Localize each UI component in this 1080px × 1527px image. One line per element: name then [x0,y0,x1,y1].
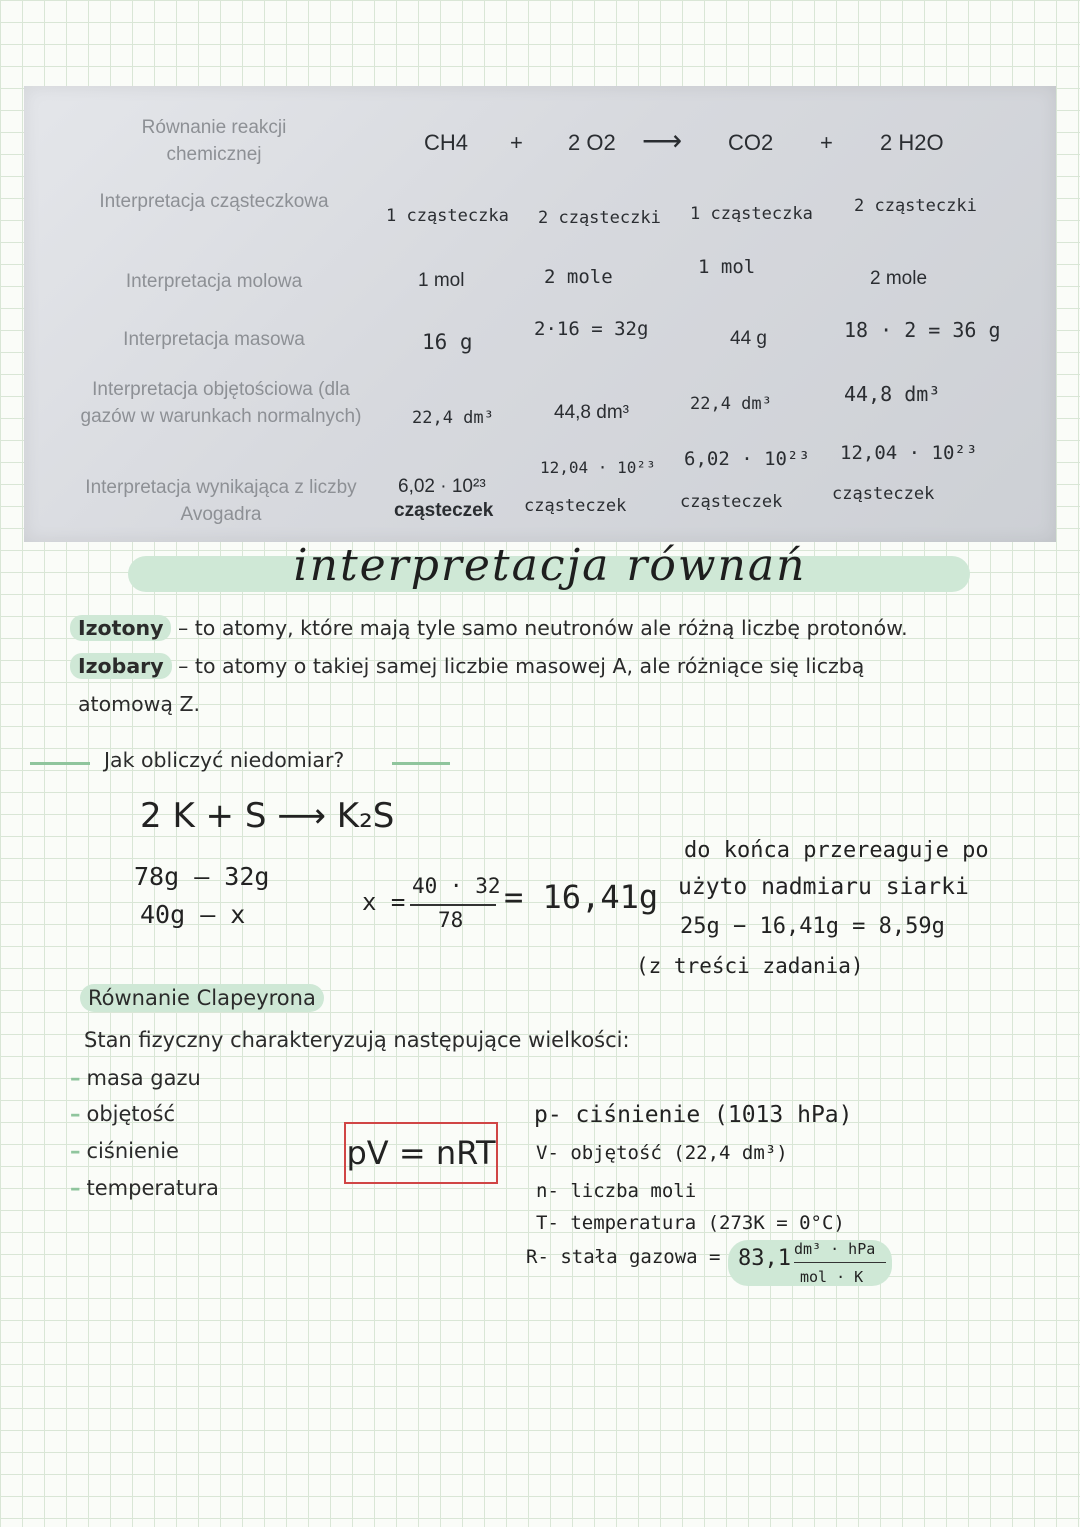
formula-co2: CO2 [728,130,774,155]
definition-izotony-text: – to atomy, które mają tyle samo neutronów ale różną liczbę protonów. [171,616,908,640]
cell-avogadro-num-co2: 6,02 · 10²³ [684,448,810,470]
cell-molar-h2o: 2 mole [870,268,928,289]
reaction-equation: 2 K + S ⟶ K₂S [140,796,395,836]
cell-molecular-o2: 2 cząsteczki [538,208,661,228]
gas-constant-unit-bar [794,1262,886,1263]
x-equals: x = [362,888,406,916]
cell-molar-co2: 1 mol [698,256,756,278]
cell-avogadro-num-h2o: 12,04 · 10²³ [840,442,978,464]
list-item-text: masa gazu [86,1066,201,1090]
note-line-4: (z treści zadania) [636,954,864,978]
clapeyron-formula: pV = nRT [346,1134,496,1172]
heading-rule-right [392,762,450,765]
reaction-interpretation-table [24,86,1056,542]
legend-gas-constant-label: R- stała gazowa = [526,1246,721,1268]
cell-mass-ch4: 16 g [422,330,473,354]
section-heading-niedomiar: Jak obliczyć niedomiar? [104,748,345,772]
note-line-1: do końca przereaguje po [684,838,989,863]
gas-constant-unit-denominator: mol · K [800,1268,864,1286]
list-item: – temperatura [70,1176,219,1200]
fraction-numerator: 40 · 32 [412,874,501,898]
legend-temperature: T- temperatura (273K = 0°C) [536,1212,845,1234]
cell-mass-co2: 44 g [730,328,767,349]
section-heading-clapeyron: Równanie Clapeyrona [80,984,324,1012]
note-line-2: użyto nadmiaru siarki [678,874,969,900]
gas-constant-unit-numerator: dm³ · hPa [794,1240,876,1258]
fraction-denominator: 78 [438,908,464,932]
clapeyron-formula-box [344,1122,498,1184]
gas-constant-value: 83,1 [738,1246,791,1271]
term-izobary: Izobary [70,653,172,679]
list-item-text: ciśnienie [86,1139,179,1163]
formula-o2: 2 O2 [568,130,616,155]
cell-avogadro-word-co2: cząsteczek [680,492,783,512]
list-item-text: objętość [86,1102,176,1126]
cell-avogadro-num-o2: 12,04 · 10²³ [540,458,656,477]
cell-avogadro-num-ch4: 6,02 · 10²³ [398,476,486,497]
definition-izotony [70,616,908,640]
legend-volume: V- objętość (22,4 dm³) [536,1142,788,1164]
row-label-molar: Interpretacja molowa [125,271,303,292]
definition-izobary-text: – to atomy o takiej samej liczbie masowej A, ale różniące się liczbą [171,654,865,678]
proportion-row-1: 78g — 32g [134,862,270,891]
cell-molecular-h2o: 2 cząsteczki [854,196,977,216]
list-item-text: temperatura [86,1176,219,1200]
cell-avogadro-word-h2o: cząsteczek [832,484,935,504]
fraction-bar [410,904,496,906]
page-title: interpretacja równań [293,540,807,591]
clapeyron-intro: Stan fizyczny charakteryzują następujące wielkości: [84,1028,630,1052]
cell-molecular-ch4: 1 cząsteczka [386,206,509,226]
cell-avogadro-word-o2: cząsteczek [524,496,627,516]
formula-ch4: CH4 [424,130,469,155]
plus-sign: + [820,130,833,155]
calculation-result: = 16,41g [504,878,659,916]
cell-volume-o2: 44,8 dm³ [554,402,629,423]
heading-rule-left [30,762,90,765]
cell-mass-h2o: 18 · 2 = 36 g [844,318,1001,342]
row-label-volume: Interpretacja objętościowa (dla gazów w warunkach normalnych) [80,379,362,427]
cell-molecular-co2: 1 cząsteczka [690,204,813,224]
list-item: – ciśnienie [70,1139,179,1163]
note-line-3: 25g − 16,41g = 8,59g [680,914,945,939]
row-label-equation: Równanie reakcji chemicznej [141,117,287,165]
term-izotony: Izotony [70,615,171,641]
legend-pressure: p- ciśnienie (1013 hPa) [534,1102,853,1128]
definition-izobary-continued: atomową Z. [78,692,201,716]
list-item: – masa gazu [70,1066,201,1090]
plus-sign: + [510,130,523,155]
row-label-avogadro: Interpretacja wynikająca z liczby Avogadra [85,477,357,525]
proportion-row-2: 40g — x [140,900,246,929]
formula-h2o: 2 H2O [880,130,944,155]
row-label-mass: Interpretacja masowa [123,329,305,350]
cell-molar-ch4: 1 mol [418,270,465,291]
row-label-molecular: Interpretacja cząsteczkowa [99,191,329,212]
reaction-arrow: ⟶ [642,125,683,156]
cell-volume-co2: 22,4 dm³ [690,394,772,414]
cell-avogadro-word-ch4: cząsteczek [394,500,494,521]
cell-volume-ch4: 22,4 dm³ [412,408,494,428]
cell-mass-o2: 2·16 = 32g [534,318,649,340]
list-item: – objętość [70,1102,176,1126]
cell-molar-o2: 2 mole [544,266,613,288]
legend-moles: n- liczba moli [536,1180,697,1202]
cell-volume-h2o: 44,8 dm³ [844,382,941,406]
definition-izobary [70,654,864,678]
